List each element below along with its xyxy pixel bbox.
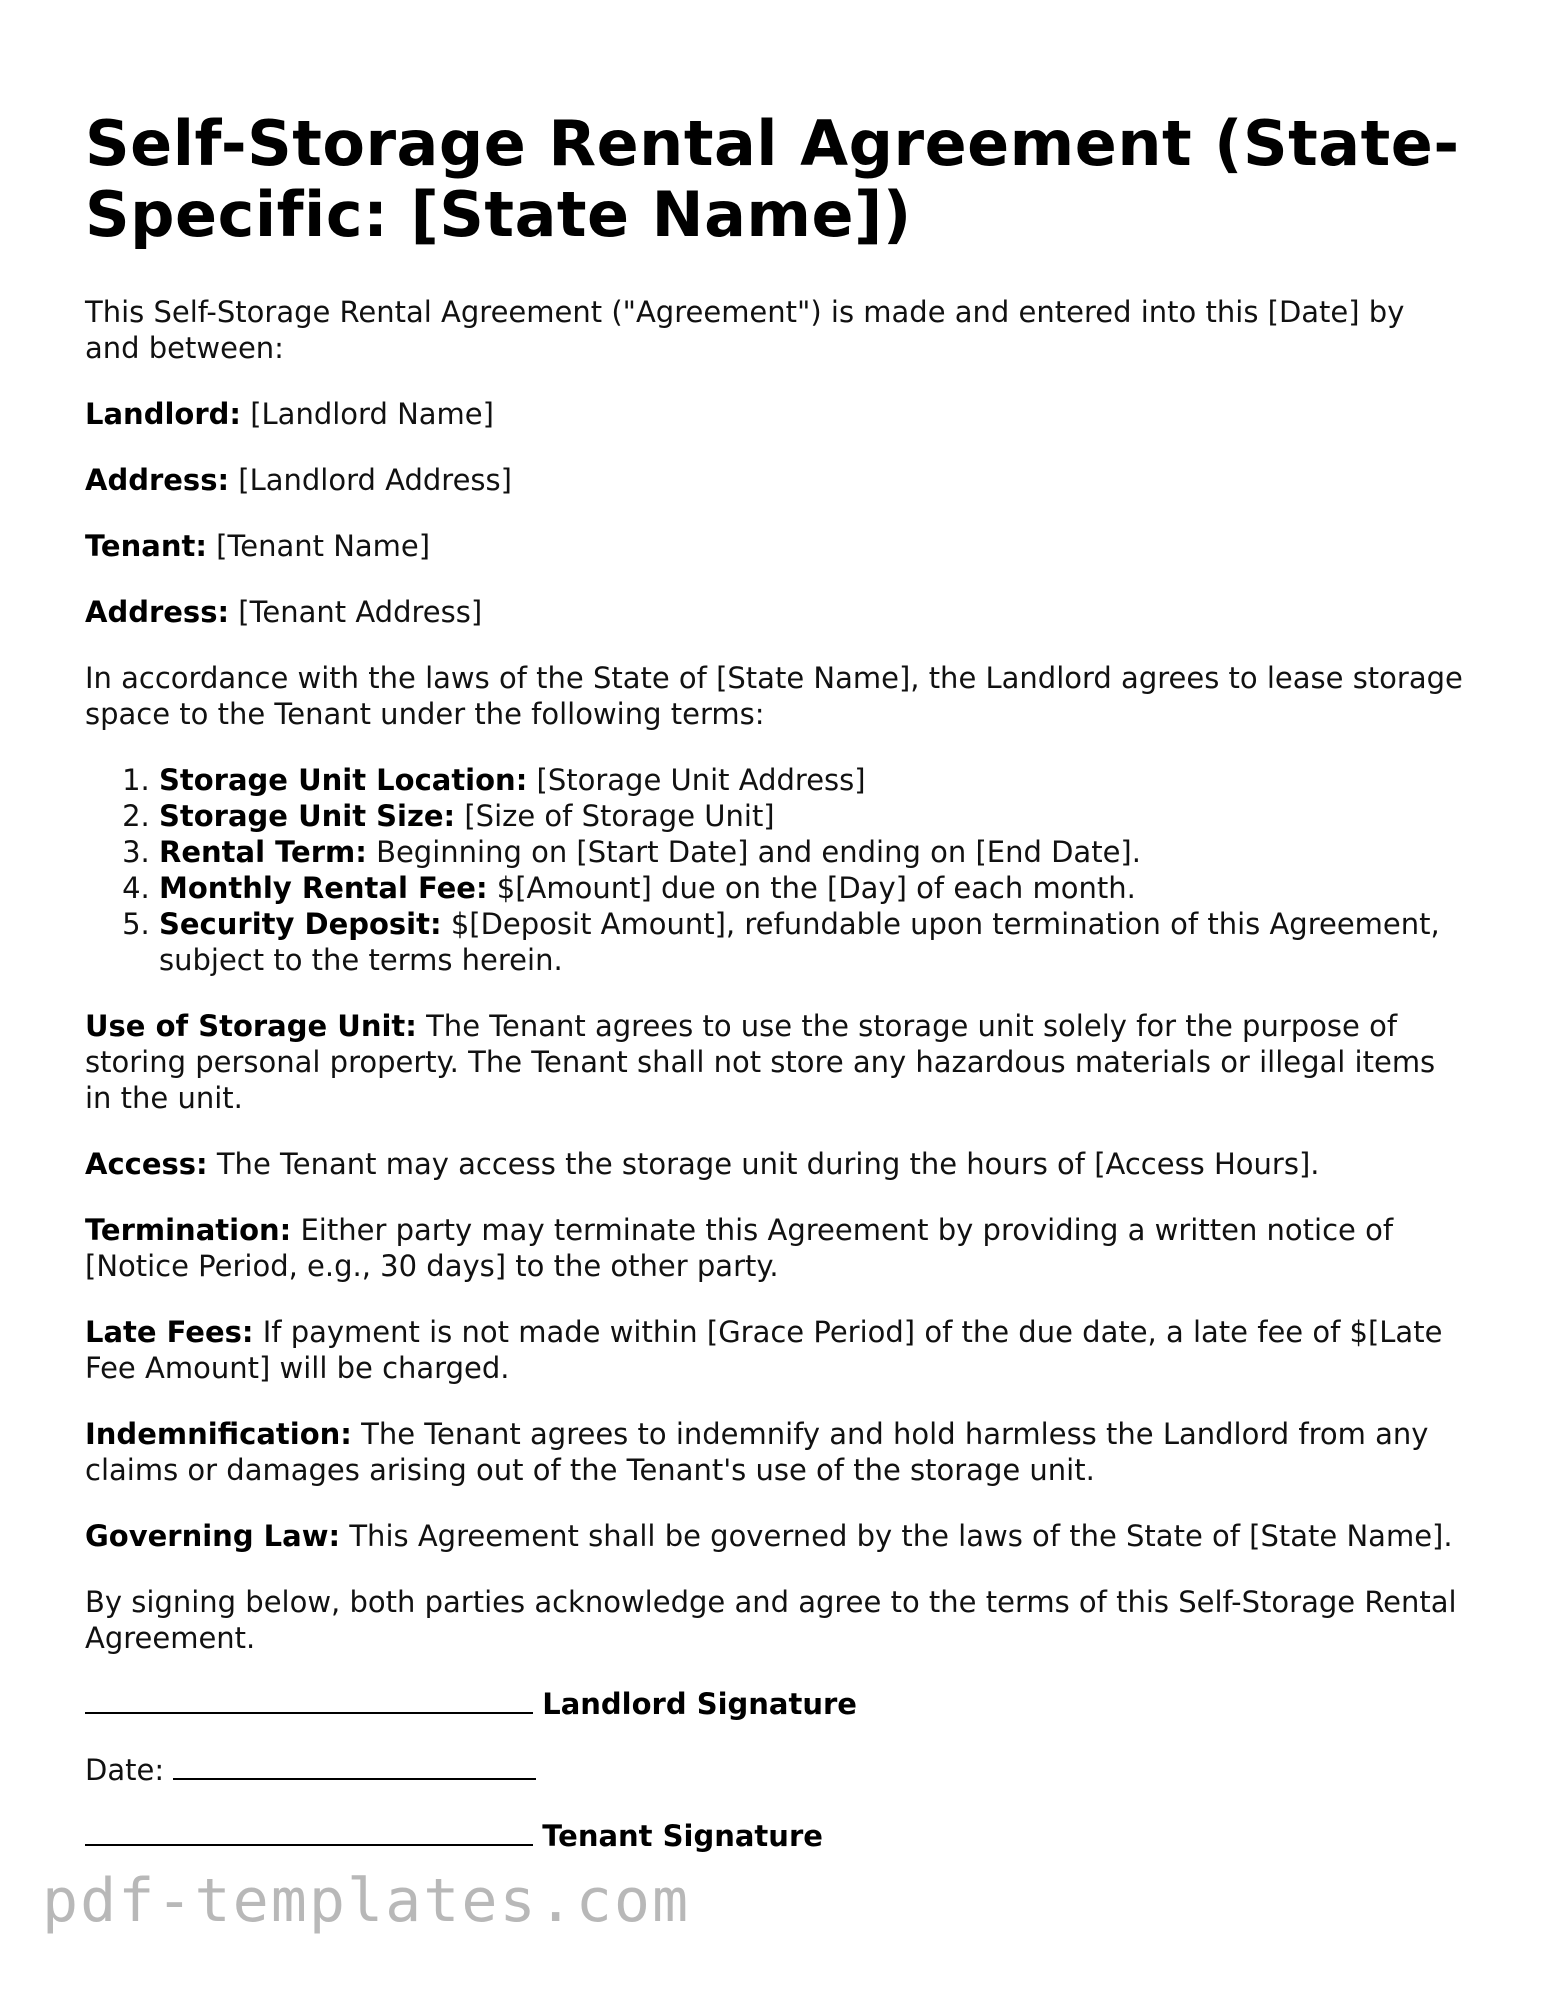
preamble-paragraph: In accordance with the laws of the State of [State Name], the Landlord agrees to lease storage space to the Tenant under the following terms: xyxy=(85,661,1463,731)
term-item xyxy=(159,906,1465,978)
date-row xyxy=(85,1752,1465,1788)
clause-value: If payment is not made within [Grace Period] of the due date, a late fee of $[Late Fee Amount] will be charged. xyxy=(85,1315,1443,1385)
landlord-signature-row xyxy=(85,1686,1465,1722)
term-item xyxy=(159,762,1465,798)
clause-label: Use of Storage Unit: xyxy=(85,1009,417,1043)
clause-value: The Tenant agrees to indemnify and hold harmless the Landlord from any claims or damages arising out of the Tenant's use of the storage unit. xyxy=(85,1417,1429,1487)
clause-label: Access: xyxy=(85,1147,208,1181)
clause-governing-law xyxy=(85,1518,1465,1554)
clause-termination xyxy=(85,1212,1465,1284)
clause-indemnification xyxy=(85,1416,1465,1488)
party-landlord-name xyxy=(85,396,1465,432)
party-label: Landlord: xyxy=(85,397,241,431)
intro-paragraph: This Self-Storage Rental Agreement ("Agreement") is made and entered into this [Date] by and between: xyxy=(85,295,1405,365)
party-value: [Tenant Address] xyxy=(238,595,483,629)
clause-late-fees xyxy=(85,1314,1465,1386)
clause-value: This Agreement shall be governed by the laws of the State of [State Name]. xyxy=(349,1519,1453,1553)
closing-paragraph: By signing below, both parties acknowledge and agree to the terms of this Self-Storage Rental Agreement. xyxy=(85,1585,1457,1655)
party-label: Address: xyxy=(85,463,230,497)
clause-value: The Tenant may access the storage unit during the hours of [Access Hours]. xyxy=(216,1147,1320,1181)
clause-use-of-storage xyxy=(85,1008,1465,1116)
term-value: [Size of Storage Unit] xyxy=(464,799,775,833)
term-value: Beginning on [Start Date] and ending on [End Date]. xyxy=(376,835,1141,869)
date-line[interactable] xyxy=(173,1777,536,1780)
terms-list xyxy=(85,762,1465,978)
party-value: [Landlord Address] xyxy=(238,463,512,497)
tenant-signature-line[interactable] xyxy=(85,1843,533,1846)
term-label: Storage Unit Size: xyxy=(159,799,456,833)
document-page xyxy=(85,108,1465,1884)
term-label: Rental Term: xyxy=(159,835,367,869)
landlord-signature-label: Landlord Signature xyxy=(542,1687,857,1721)
document-title: Self-Storage Rental Agreement (State-Specific: [State Name]) xyxy=(85,107,1460,251)
watermark: pdf-templates.com xyxy=(42,1866,691,1936)
term-item xyxy=(159,834,1465,870)
party-label: Address: xyxy=(85,595,230,629)
clause-label: Indemnification: xyxy=(85,1417,352,1451)
clause-label: Termination: xyxy=(85,1213,292,1247)
party-value: [Tenant Name] xyxy=(216,529,431,563)
landlord-signature-line[interactable] xyxy=(85,1711,533,1714)
term-value: $[Deposit Amount], refundable upon termination of this Agreement, subject to the terms herein. xyxy=(159,907,1440,977)
term-label: Monthly Rental Fee: xyxy=(159,871,488,905)
tenant-signature-label: Tenant Signature xyxy=(542,1819,823,1853)
tenant-signature-row xyxy=(85,1818,1465,1854)
term-label: Storage Unit Location: xyxy=(159,763,528,797)
term-item xyxy=(159,870,1465,906)
clause-value: The Tenant agrees to use the storage unit solely for the purpose of storing personal property. The Tenant shall not store any hazardous materials or illegal items in the unit. xyxy=(85,1009,1436,1115)
term-value: $[Amount] due on the [Day] of each month. xyxy=(496,871,1136,905)
clause-label: Late Fees: xyxy=(85,1315,254,1349)
term-value: [Storage Unit Address] xyxy=(536,763,866,797)
term-label: Security Deposit: xyxy=(159,907,442,941)
party-label: Tenant: xyxy=(85,529,207,563)
clause-label: Governing Law: xyxy=(85,1519,341,1553)
clause-access xyxy=(85,1146,1465,1182)
term-item xyxy=(159,798,1465,834)
clause-value: Either party may terminate this Agreement by providing a written notice of [Notice Period, e.g., 30 days] to the other party. xyxy=(85,1213,1394,1283)
party-landlord-address xyxy=(85,462,1465,498)
party-value: [Landlord Name] xyxy=(250,397,494,431)
party-tenant-name xyxy=(85,528,1465,564)
party-tenant-address xyxy=(85,594,1465,630)
date-label: Date: xyxy=(85,1753,165,1787)
